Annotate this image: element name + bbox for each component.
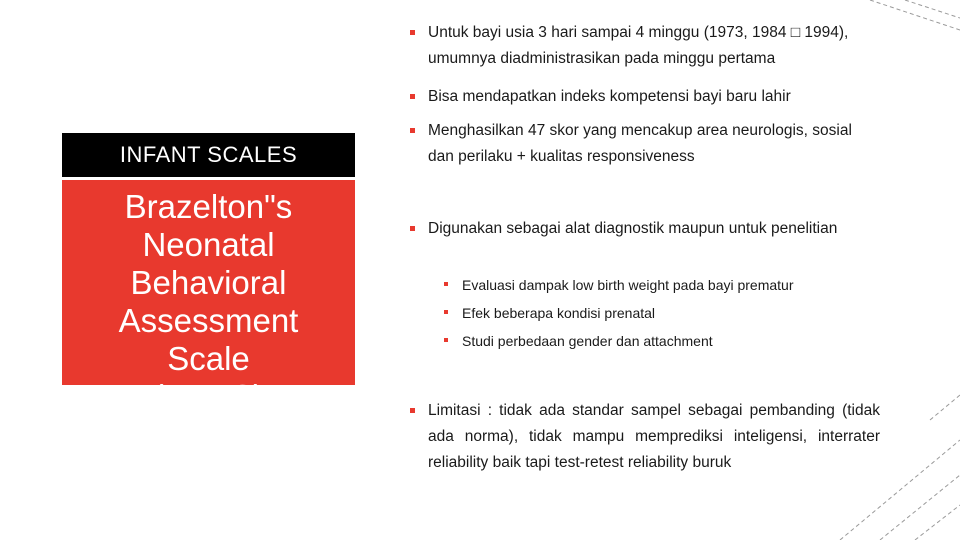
bullet-marker-icon xyxy=(410,30,415,35)
bullet-text: Bisa mendapatkan indeks kompetensi bayi baru lahir xyxy=(428,88,791,105)
bullet-item xyxy=(410,118,880,170)
bullet-text: Menghasilkan 47 skor yang mencakup area neurologis, sosial dan perilaku + kualitas responsiveness xyxy=(428,122,852,165)
bullet-marker-icon xyxy=(410,128,415,133)
highlight-line: Neonatal xyxy=(142,226,275,263)
bullet-text: Untuk bayi usia 3 hari sampai 4 minggu (1973, 1984 □ 1994), umumnya diadministrasikan pada minggu pertama xyxy=(428,24,849,67)
sub-bullet-item xyxy=(444,303,882,323)
sub-bullet-item xyxy=(444,331,882,351)
highlight-line: Brazelton"s xyxy=(124,188,293,225)
bullet-item xyxy=(410,216,880,242)
bullet-item xyxy=(410,84,880,110)
bullet-marker-icon xyxy=(410,408,415,413)
bullet-marker-icon xyxy=(410,226,415,231)
bullet-item xyxy=(410,20,880,72)
sub-bullet-marker-icon xyxy=(444,310,448,314)
highlight-line: Assessment xyxy=(118,302,299,339)
sub-bullet-marker-icon xyxy=(444,338,448,342)
sub-bullet-text: Studi perbedaan gender dan attachment xyxy=(462,333,713,349)
bullet-item xyxy=(410,398,880,476)
bullet-text: Limitasi : tidak ada standar sampel sebagai pembanding (tidak ada norma), tidak mampu memprediksi inteligensi, interrater reliability baik tapi test-retest reliability buruk xyxy=(428,402,880,471)
sub-bullet-text: Evaluasi dampak low birth weight pada bayi prematur xyxy=(462,277,794,293)
highlight-line: Behavioral xyxy=(130,264,287,301)
sub-bullet-item xyxy=(444,275,882,295)
slide-title: INFANT SCALES xyxy=(62,133,355,177)
bullet-text: Digunakan sebagai alat diagnostik maupun untuk penelitian xyxy=(428,220,838,237)
highlight-box-text xyxy=(62,188,355,416)
sub-bullet-text: Efek beberapa kondisi prenatal xyxy=(462,305,656,321)
highlight-line: (NBAS) xyxy=(152,378,265,415)
highlight-line: Scale xyxy=(167,340,250,377)
bullet-marker-icon xyxy=(410,94,415,99)
sub-bullet-marker-icon xyxy=(444,282,448,286)
